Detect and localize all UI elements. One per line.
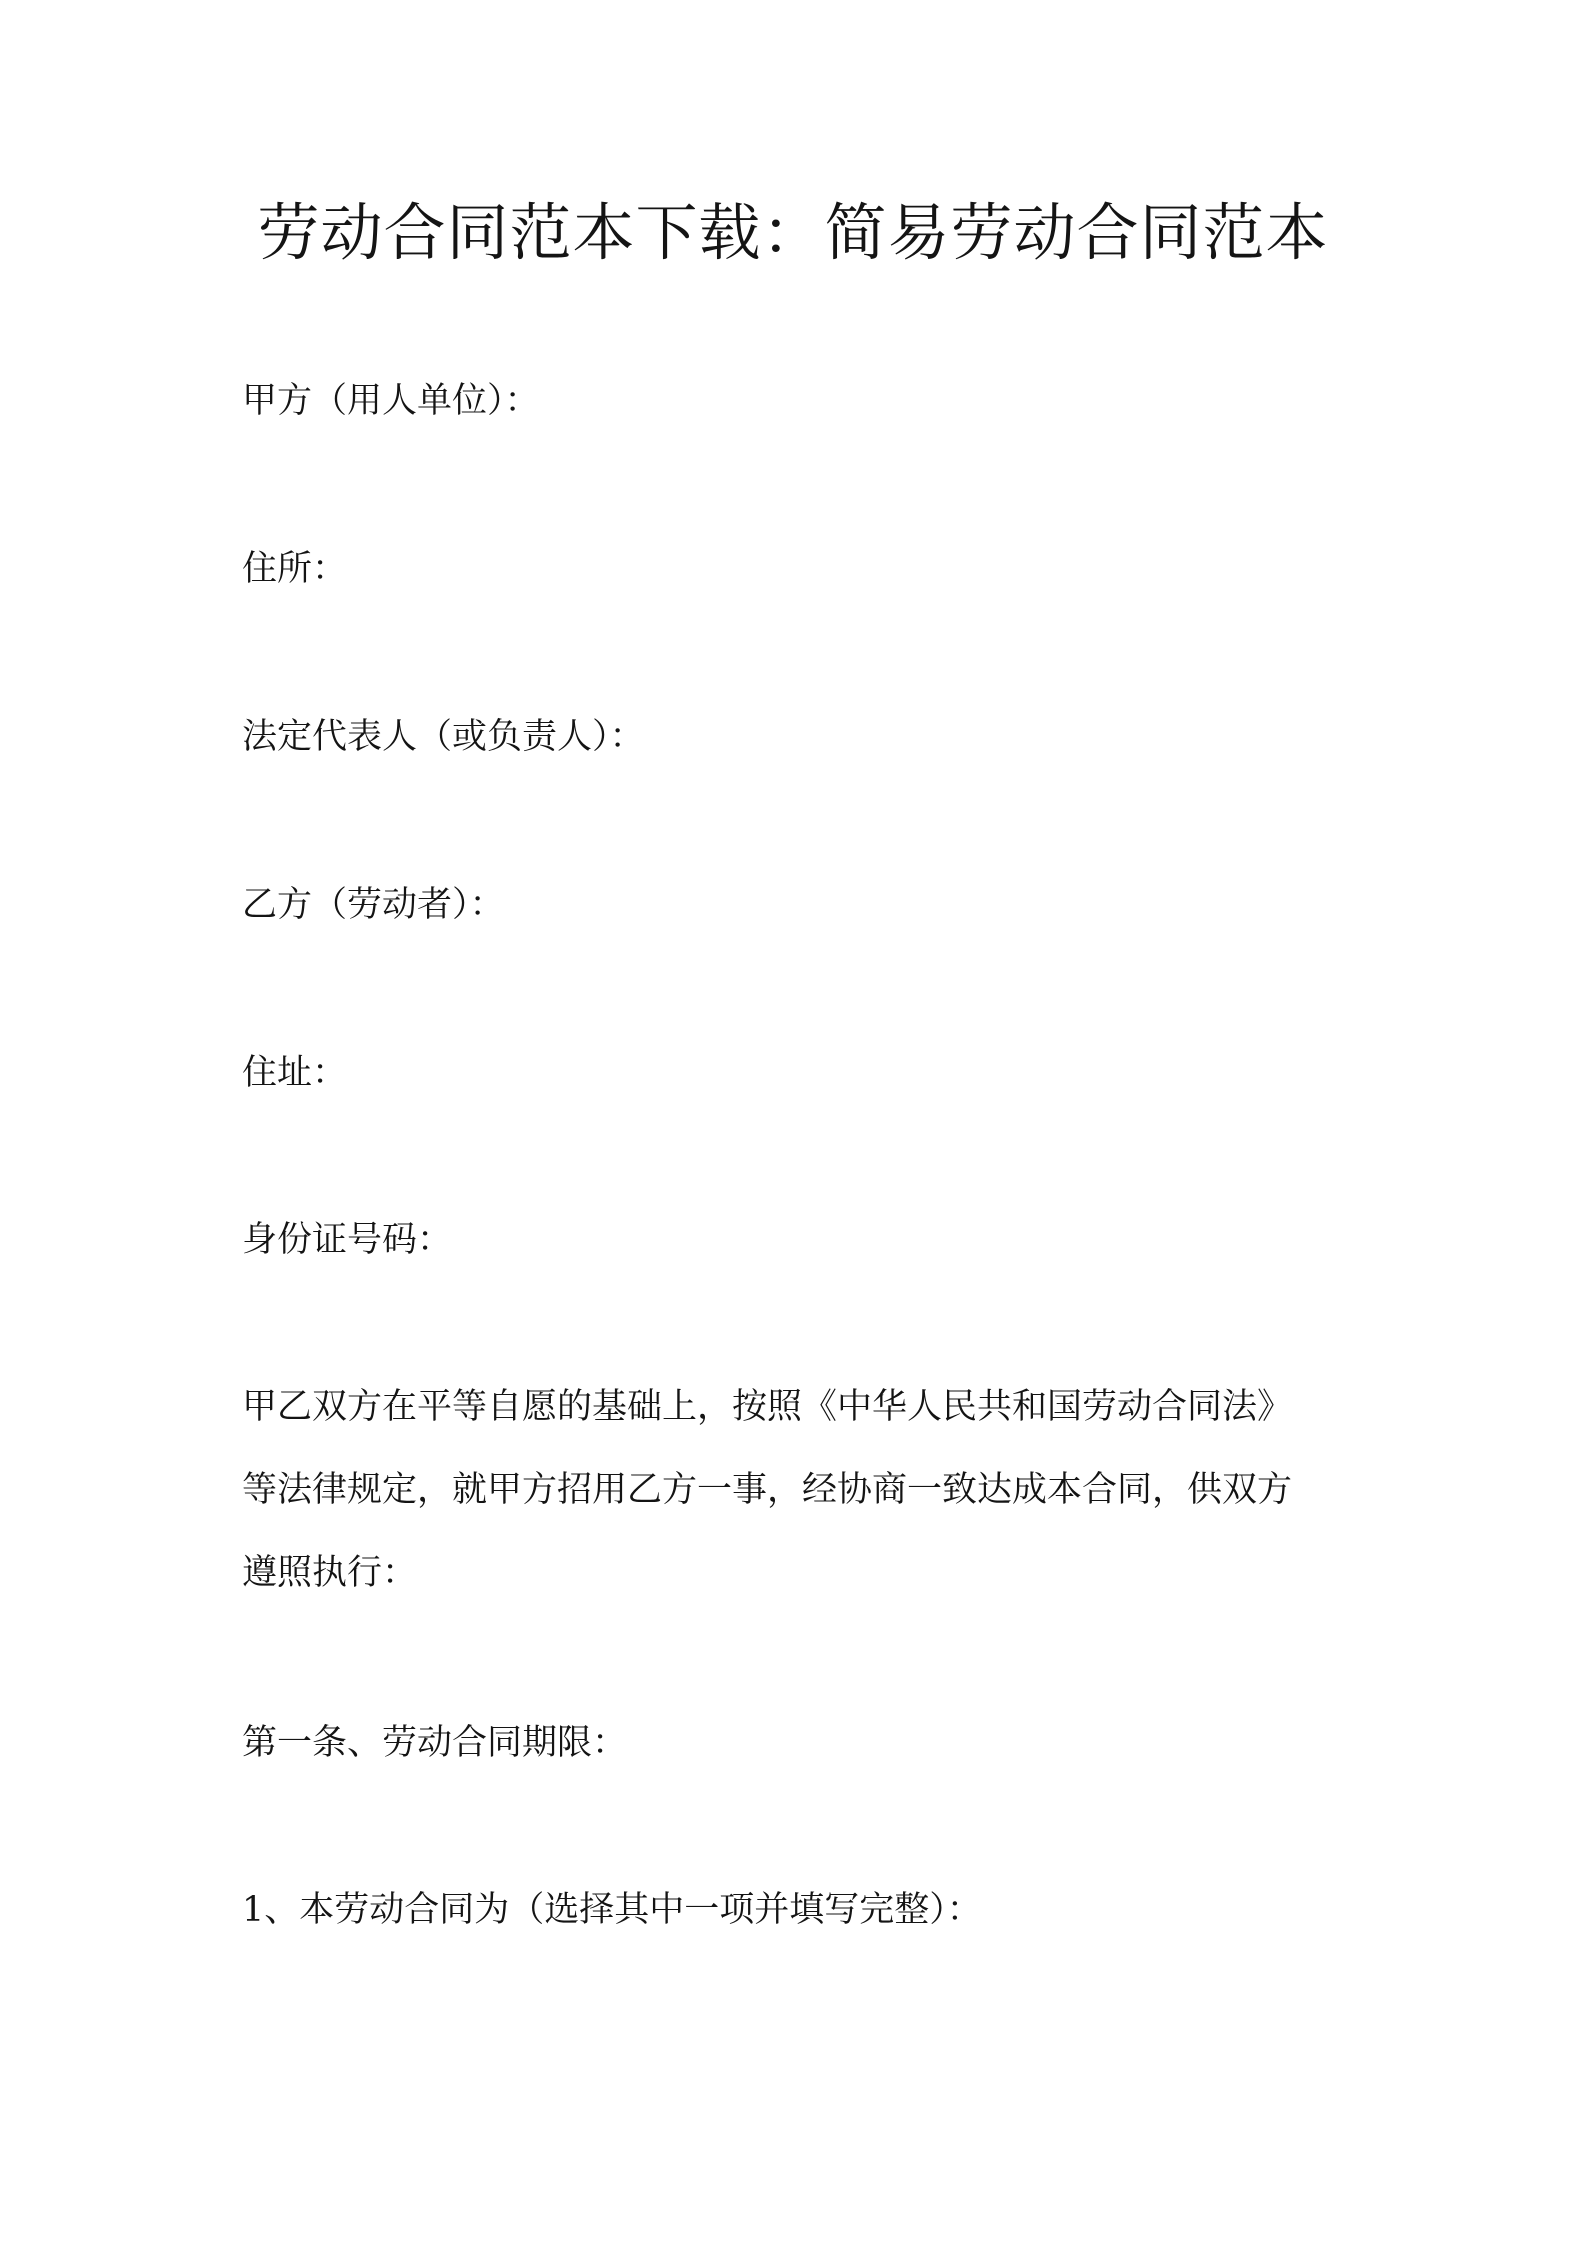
preamble-line: 遵照执行： <box>242 1553 418 1593</box>
field-address-b: 住址： <box>242 1053 348 1093</box>
preamble-paragraph <box>242 1366 1362 1615</box>
article-1-item-1: 1、本劳动合同为（选择其中一项并填写完整）： <box>242 1890 982 1930</box>
field-id-number: 身份证号码： <box>242 1220 453 1260</box>
preamble-line: 等法律规定，就甲方招用乙方一事，经协商一致达成本合同，供双方 <box>242 1470 1293 1510</box>
preamble-line: 甲乙双方在平等自愿的基础上，按照《中华人民共和国劳动合同法》 <box>242 1387 1293 1427</box>
field-party-b: 乙方（劳动者）： <box>242 885 505 925</box>
document-title: 劳动合同范本下载：简易劳动合同范本 <box>257 196 1329 269</box>
article-1-heading: 第一条、劳动合同期限： <box>242 1723 628 1763</box>
field-address-a: 住所： <box>242 549 348 589</box>
field-party-a: 甲方（用人单位）： <box>242 381 540 421</box>
field-legal-representative: 法定代表人（或负责人）： <box>242 717 645 757</box>
